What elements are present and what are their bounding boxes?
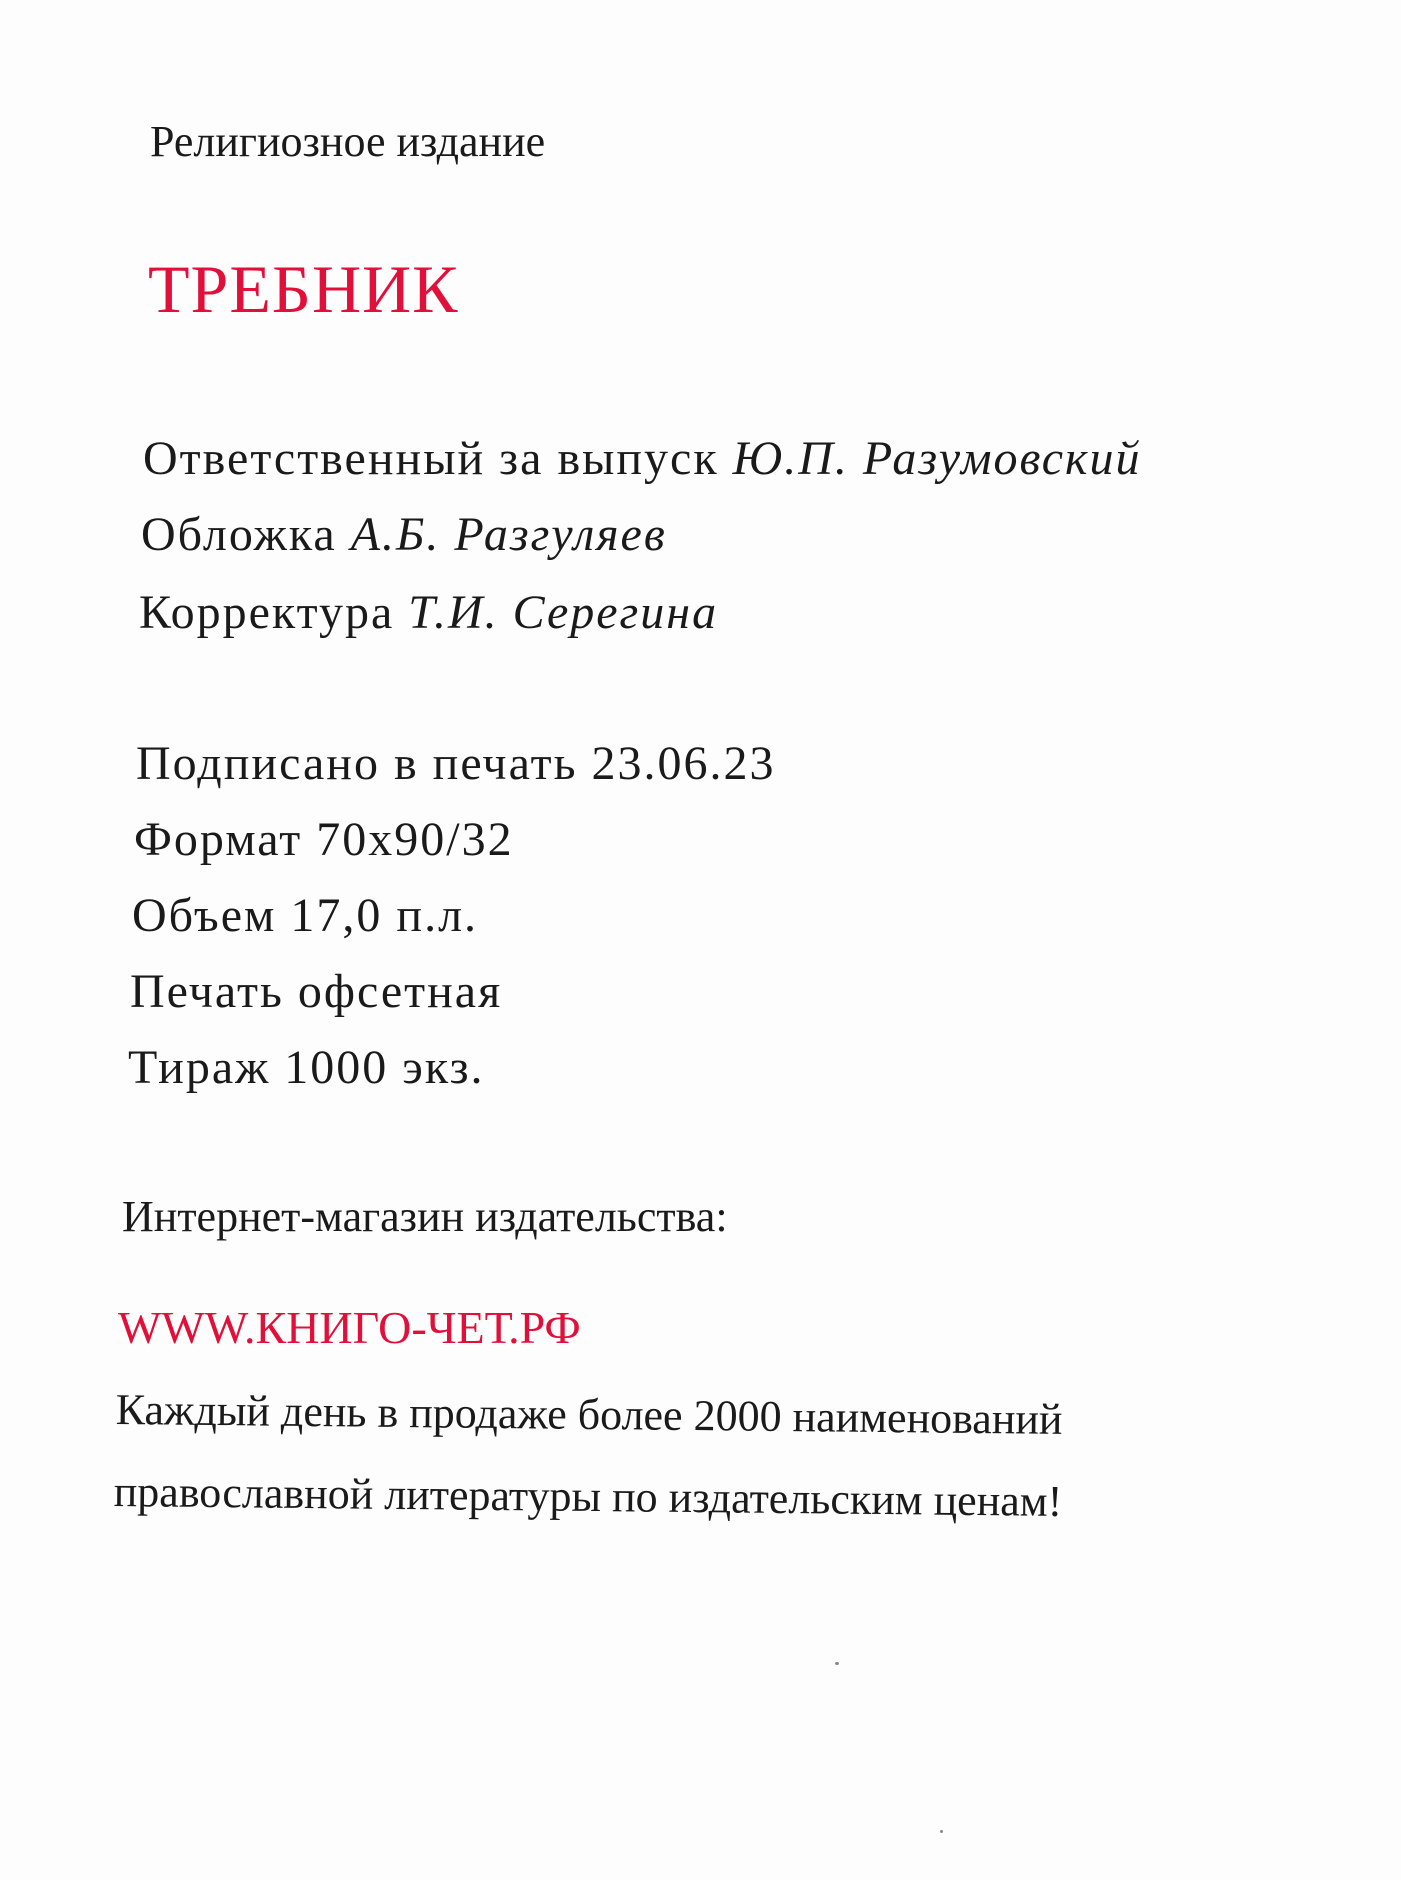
credit-role: Обложка <box>141 508 337 561</box>
credit-role: Ответственный за выпуск <box>143 432 719 485</box>
credit-name: А.Б. Разгуляев <box>350 508 667 561</box>
credit-responsible <box>143 432 1142 485</box>
credit-name: Ю.П. Разумовский <box>732 432 1142 485</box>
spec-signed-to-print: Подписано в печать 23.06.23 <box>136 737 776 790</box>
promo-line: Каждый день в продаже более 2000 наименований <box>115 1385 1063 1444</box>
shop-url-link[interactable]: WWW.КНИГО-ЧЕТ.РФ <box>118 1302 581 1353</box>
credit-proofreading <box>139 586 719 639</box>
spec-print-run: Тираж 1000 экз. <box>128 1041 485 1094</box>
credit-name: Т.И. Серегина <box>408 586 719 639</box>
promo-line: православной литературы по издательским ценам! <box>113 1467 1063 1526</box>
book-title: ТРЕБНИК <box>148 251 459 327</box>
spec-format: Формат 70х90/32 <box>134 813 514 866</box>
shop-label: Интернет-магазин издательства: <box>122 1192 728 1241</box>
edition-type: Религиозное издание <box>150 117 546 166</box>
credit-role: Корректура <box>139 586 395 639</box>
credit-cover <box>141 508 667 561</box>
paper-speck <box>940 1830 943 1833</box>
paper-speck <box>835 1662 839 1665</box>
spec-printing: Печать офсетная <box>130 965 503 1018</box>
spec-volume: Объем 17,0 п.л. <box>132 889 479 942</box>
